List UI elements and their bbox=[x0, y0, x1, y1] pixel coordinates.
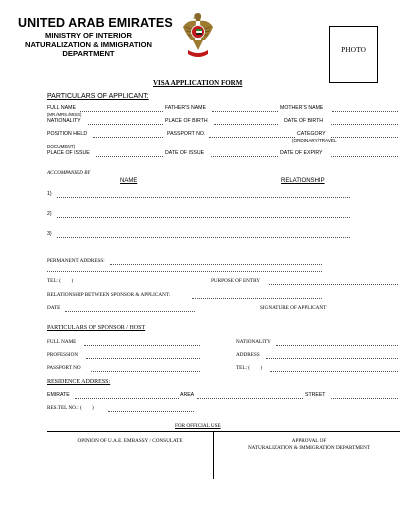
sponsor-relationship-field[interactable] bbox=[192, 298, 322, 299]
col-name-header: NAME bbox=[120, 178, 138, 184]
sponsor-profession-label: PROFESSION bbox=[47, 352, 79, 358]
official-use-heading: FOR OFFICIAL USE bbox=[175, 423, 221, 429]
sponsor-nationality-label: NATIONALITY bbox=[236, 339, 271, 345]
fathers-name-field[interactable] bbox=[212, 111, 278, 112]
sponsor-tel-label: TEL: ( ) bbox=[236, 365, 263, 371]
applicant-heading: PARTICULARS OF APPLICANT: bbox=[47, 93, 149, 100]
date-of-birth-field[interactable] bbox=[331, 124, 398, 125]
place-of-issue-field[interactable] bbox=[96, 156, 163, 157]
category-field[interactable] bbox=[331, 137, 398, 138]
photo-label: PHOTO bbox=[341, 45, 366, 54]
accompanied-heading: ACCOMPANIED BY bbox=[47, 170, 91, 176]
uae-falcon-emblem-icon bbox=[181, 10, 215, 58]
sponsor-heading: PARTICULARS OF SPONSOR / HOST bbox=[47, 325, 146, 331]
res-tel-label: RES.TEL NO.: ( ) bbox=[47, 405, 94, 411]
nationality-label: NATIONALITY bbox=[47, 118, 81, 124]
sponsor-relationship-label: RELATIONSHIP BETWEEN SPONSOR & APPLICANT: bbox=[47, 292, 171, 298]
companion-row-3-field[interactable] bbox=[57, 237, 350, 238]
date-field[interactable] bbox=[65, 311, 195, 312]
sponsor-full-name-field[interactable] bbox=[84, 345, 200, 346]
emirate-label: EMIRATE bbox=[47, 392, 70, 398]
ministry-line-2: NATURALIZATION & IMMIGRATION bbox=[25, 40, 152, 49]
permanent-address-field[interactable] bbox=[110, 264, 322, 265]
position-held-field[interactable] bbox=[93, 137, 163, 138]
res-tel-field[interactable] bbox=[108, 411, 194, 412]
sponsor-profession-field[interactable] bbox=[86, 358, 200, 359]
passport-no-label: PASSPORT NO. bbox=[167, 131, 206, 137]
salutation-label: (MR./MRS./MISS) bbox=[47, 112, 82, 117]
sponsor-full-name-label: FULL NAME bbox=[47, 339, 77, 345]
date-label: DATE bbox=[47, 305, 61, 311]
full-name-field[interactable] bbox=[80, 111, 163, 112]
position-held-label: POSITION HELD bbox=[47, 131, 88, 137]
date-of-expiry-field[interactable] bbox=[331, 156, 398, 157]
place-of-birth-label: PLACE OF BIRTH bbox=[165, 118, 208, 124]
place-of-issue-label: PLACE OF ISSUE bbox=[47, 150, 90, 156]
ministry-line-1: MINISTRY OF INTERIOR bbox=[45, 31, 132, 40]
companion-row-1-field[interactable] bbox=[57, 197, 350, 198]
sponsor-passport-no-label: PASSPORT NO bbox=[47, 365, 81, 371]
country-title: UNITED ARAB EMIRATES bbox=[18, 16, 173, 30]
ministry-line-3: DEPARTMENT bbox=[62, 49, 115, 58]
col-relationship-header: RELATIONSHIP bbox=[281, 178, 325, 184]
residence-heading: RESIDENCE ADDRESS: bbox=[47, 379, 111, 385]
form-title: VISA APPLICATION FORM bbox=[153, 79, 243, 87]
area-field[interactable] bbox=[197, 398, 303, 399]
approval-line-1: APPROVAL OF bbox=[291, 438, 327, 444]
tel-label: TEL: ( ) bbox=[47, 278, 74, 284]
street-label: STREET bbox=[305, 392, 326, 398]
official-use-divider bbox=[47, 431, 400, 432]
mothers-name-field[interactable] bbox=[332, 111, 398, 112]
sponsor-passport-no-field[interactable] bbox=[91, 371, 200, 372]
sponsor-tel-field[interactable] bbox=[270, 371, 398, 372]
category-label: CATEGORY bbox=[297, 131, 326, 137]
permanent-address-label: PERMANENT ADDRESS: bbox=[47, 258, 105, 264]
photo-box[interactable] bbox=[329, 26, 378, 83]
companion-row-1-number: 1) bbox=[47, 191, 52, 197]
date-of-issue-label: DATE OF ISSUE bbox=[165, 150, 205, 156]
area-label: AREA bbox=[180, 392, 195, 398]
sponsor-address-field[interactable] bbox=[266, 358, 398, 359]
fathers-name-label: FATHER'S NAME bbox=[165, 105, 206, 111]
place-of-birth-field[interactable] bbox=[214, 124, 278, 125]
emirate-field[interactable] bbox=[75, 398, 179, 399]
signature-label: SIGNATURE OF APPLICANT bbox=[260, 305, 327, 311]
approval-line-2: NATURALIZATION & IMMIGRATION DEPARTMENT bbox=[247, 445, 371, 451]
street-field[interactable] bbox=[331, 398, 398, 399]
approval-label bbox=[218, 438, 400, 452]
embassy-opinion-label: OPINION OF U.A.E. EMBASSY / CONSULATE bbox=[77, 438, 183, 444]
category-options: (ORDINARY/TRAVEL bbox=[292, 138, 337, 143]
official-use-column-divider bbox=[213, 431, 214, 479]
mothers-name-label: MOTHER'S NAME bbox=[280, 105, 324, 111]
permanent-address-field-2[interactable] bbox=[47, 271, 322, 272]
full-name-label: FULL NAME bbox=[47, 105, 76, 111]
sponsor-nationality-field[interactable] bbox=[276, 345, 398, 346]
purpose-of-entry-field[interactable] bbox=[269, 284, 398, 285]
nationality-field[interactable] bbox=[88, 124, 163, 125]
ministry-name bbox=[18, 31, 159, 58]
date-of-expiry-label: DATE OF EXPIRY bbox=[280, 150, 323, 156]
purpose-of-entry-label: PURPOSE OF ENTRY bbox=[211, 278, 261, 284]
document-label: DOCUMENT) bbox=[47, 144, 76, 149]
companion-row-2-number: 2) bbox=[47, 211, 52, 217]
date-of-birth-label: DATE OF BIRTH bbox=[284, 118, 324, 124]
date-of-issue-field[interactable] bbox=[211, 156, 278, 157]
passport-no-field[interactable] bbox=[209, 137, 295, 138]
sponsor-address-label: ADDRESS bbox=[236, 352, 260, 358]
companion-row-2-field[interactable] bbox=[57, 217, 350, 218]
companion-row-3-number: 3) bbox=[47, 231, 52, 237]
